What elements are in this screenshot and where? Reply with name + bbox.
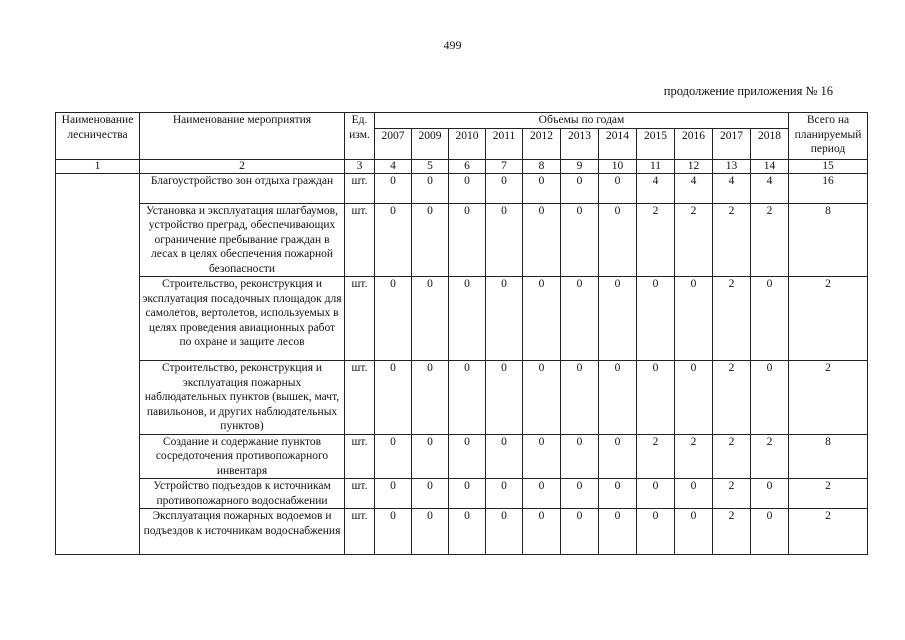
measure-name: Благоустройство зон отдыха граждан xyxy=(140,173,345,203)
year-value-cell: 0 xyxy=(449,509,486,555)
year-value-cell: 0 xyxy=(486,361,523,435)
year-value-cell: 2 xyxy=(637,434,675,479)
forestry-cell xyxy=(56,203,140,277)
unit-cell: шт. xyxy=(345,509,375,555)
column-number: 5 xyxy=(412,159,449,173)
unit-cell: шт. xyxy=(345,479,375,509)
year-value-cell: 2 xyxy=(713,361,751,435)
page-number: 499 xyxy=(443,38,462,52)
measure-name: Устройство подъездов к источникам противопожарного водоснабжении xyxy=(140,479,345,509)
year-value-cell: 0 xyxy=(599,434,637,479)
year-value-cell: 0 xyxy=(375,434,412,479)
year-value-cell: 0 xyxy=(675,361,713,435)
year-value-cell: 2 xyxy=(675,434,713,479)
unit-cell: шт. xyxy=(345,203,375,277)
header-year: 2010 xyxy=(449,128,486,159)
year-value-cell: 0 xyxy=(675,509,713,555)
year-value-cell: 0 xyxy=(523,277,561,361)
unit-cell: шт. xyxy=(345,434,375,479)
year-value-cell: 0 xyxy=(599,203,637,277)
year-value-cell: 0 xyxy=(751,509,789,555)
year-value-cell: 0 xyxy=(561,361,599,435)
year-value-cell: 2 xyxy=(713,434,751,479)
year-value-cell: 0 xyxy=(751,361,789,435)
forestry-cell xyxy=(56,277,140,361)
year-value-cell: 0 xyxy=(675,479,713,509)
year-value-cell: 0 xyxy=(375,203,412,277)
year-value-cell: 2 xyxy=(713,479,751,509)
year-value-cell: 0 xyxy=(486,173,523,203)
column-number: 6 xyxy=(449,159,486,173)
forestry-activities-table xyxy=(55,112,868,555)
year-value-cell: 0 xyxy=(637,277,675,361)
year-value-cell: 0 xyxy=(449,203,486,277)
year-value-cell: 0 xyxy=(561,277,599,361)
year-value-cell: 0 xyxy=(561,434,599,479)
table-row xyxy=(56,434,868,479)
column-number: 9 xyxy=(561,159,599,173)
year-value-cell: 0 xyxy=(486,203,523,277)
appendix-note: продолжение приложения № 16 xyxy=(663,84,833,98)
total-cell: 2 xyxy=(789,361,868,435)
year-value-cell: 0 xyxy=(637,361,675,435)
column-number: 1 xyxy=(56,159,140,173)
header-volumes: Объемы по годам xyxy=(375,113,789,129)
column-number: 11 xyxy=(637,159,675,173)
header-year: 2011 xyxy=(486,128,523,159)
year-value-cell: 2 xyxy=(751,434,789,479)
forestry-cell xyxy=(56,173,140,203)
year-value-cell: 2 xyxy=(713,509,751,555)
year-value-cell: 0 xyxy=(449,173,486,203)
year-value-cell: 0 xyxy=(449,277,486,361)
column-number: 7 xyxy=(486,159,523,173)
header-unit: Ед. изм. xyxy=(345,113,375,160)
table-row xyxy=(56,479,868,509)
year-value-cell: 0 xyxy=(599,479,637,509)
total-cell: 2 xyxy=(789,479,868,509)
year-value-cell: 0 xyxy=(412,361,449,435)
year-value-cell: 0 xyxy=(561,173,599,203)
table-row xyxy=(56,173,868,203)
year-value-cell: 0 xyxy=(523,173,561,203)
year-value-cell: 4 xyxy=(675,173,713,203)
year-value-cell: 0 xyxy=(675,277,713,361)
total-cell: 8 xyxy=(789,203,868,277)
forestry-cell xyxy=(56,509,140,555)
year-value-cell: 0 xyxy=(523,479,561,509)
year-value-cell: 0 xyxy=(412,509,449,555)
header-year: 2007 xyxy=(375,128,412,159)
forestry-cell xyxy=(56,479,140,509)
year-value-cell: 0 xyxy=(449,479,486,509)
column-number: 14 xyxy=(751,159,789,173)
forestry-cell xyxy=(56,361,140,435)
year-value-cell: 0 xyxy=(599,173,637,203)
year-value-cell: 0 xyxy=(561,479,599,509)
year-value-cell: 2 xyxy=(713,277,751,361)
year-value-cell: 4 xyxy=(713,173,751,203)
header-year: 2018 xyxy=(751,128,789,159)
unit-cell: шт. xyxy=(345,277,375,361)
year-value-cell: 0 xyxy=(412,203,449,277)
year-value-cell: 0 xyxy=(486,509,523,555)
year-value-cell: 0 xyxy=(561,509,599,555)
header-year: 2013 xyxy=(561,128,599,159)
total-cell: 2 xyxy=(789,509,868,555)
year-value-cell: 0 xyxy=(751,479,789,509)
column-number: 8 xyxy=(523,159,561,173)
year-value-cell: 0 xyxy=(486,277,523,361)
unit-cell: шт. xyxy=(345,173,375,203)
year-value-cell: 0 xyxy=(523,361,561,435)
year-value-cell: 2 xyxy=(751,203,789,277)
header-year: 2015 xyxy=(637,128,675,159)
year-value-cell: 0 xyxy=(486,479,523,509)
year-value-cell: 0 xyxy=(486,434,523,479)
column-number: 13 xyxy=(713,159,751,173)
year-value-cell: 0 xyxy=(449,361,486,435)
header-total: Всего на планируемый период xyxy=(789,113,868,160)
header-year: 2014 xyxy=(599,128,637,159)
year-value-cell: 0 xyxy=(449,434,486,479)
measure-name: Эксплуатация пожарных водоемов и подъездов к источникам водоснабжения xyxy=(140,509,345,555)
year-value-cell: 0 xyxy=(375,277,412,361)
year-value-cell: 0 xyxy=(599,509,637,555)
header-year: 2009 xyxy=(412,128,449,159)
year-value-cell: 0 xyxy=(523,509,561,555)
year-value-cell: 4 xyxy=(751,173,789,203)
table-row xyxy=(56,277,868,361)
year-value-cell: 0 xyxy=(523,434,561,479)
year-value-cell: 0 xyxy=(375,479,412,509)
year-value-cell: 0 xyxy=(637,509,675,555)
year-value-cell: 0 xyxy=(561,203,599,277)
year-value-cell: 0 xyxy=(375,361,412,435)
year-value-cell: 0 xyxy=(523,203,561,277)
column-number: 12 xyxy=(675,159,713,173)
year-value-cell: 0 xyxy=(412,173,449,203)
header-measure: Наименование мероприятия xyxy=(140,113,345,160)
column-number: 3 xyxy=(345,159,375,173)
column-number: 10 xyxy=(599,159,637,173)
header-forestry: Наименование лесничества xyxy=(56,113,140,160)
year-value-cell: 2 xyxy=(675,203,713,277)
year-value-cell: 0 xyxy=(637,479,675,509)
column-number: 2 xyxy=(140,159,345,173)
unit-cell: шт. xyxy=(345,361,375,435)
measure-name: Строительство, реконструкция и эксплуатация пожарных наблюдательных пунктов (вышек, мачт, павильонов, и других наблюдательных пунктов) xyxy=(140,361,345,435)
year-value-cell: 4 xyxy=(637,173,675,203)
header-year: 2012 xyxy=(523,128,561,159)
year-value-cell: 2 xyxy=(637,203,675,277)
column-number: 15 xyxy=(789,159,868,173)
year-value-cell: 0 xyxy=(375,173,412,203)
total-cell: 16 xyxy=(789,173,868,203)
measure-name: Строительство, реконструкция и эксплуатация посадочных площадок для самолетов, вертолетов, используемых в целях проведения авиационных работ по охране и защите лесов xyxy=(140,277,345,361)
year-value-cell: 0 xyxy=(751,277,789,361)
total-cell: 8 xyxy=(789,434,868,479)
total-cell: 2 xyxy=(789,277,868,361)
header-year: 2016 xyxy=(675,128,713,159)
year-value-cell: 0 xyxy=(599,361,637,435)
year-value-cell: 0 xyxy=(412,479,449,509)
year-value-cell: 0 xyxy=(412,277,449,361)
forestry-cell xyxy=(56,434,140,479)
year-value-cell: 2 xyxy=(713,203,751,277)
year-value-cell: 0 xyxy=(412,434,449,479)
table-row xyxy=(56,509,868,555)
measure-name: Создание и содержание пунктов сосредоточения противопожарного инвентаря xyxy=(140,434,345,479)
measure-name: Установка и эксплуатация шлагбаумов, устройство преград, обеспечивающих ограничение пребывание граждан в лесах в целях обеспечения пожарной безопасности xyxy=(140,203,345,277)
table-row xyxy=(56,361,868,435)
header-year: 2017 xyxy=(713,128,751,159)
column-number: 4 xyxy=(375,159,412,173)
year-value-cell: 0 xyxy=(599,277,637,361)
table-row xyxy=(56,203,868,277)
year-value-cell: 0 xyxy=(375,509,412,555)
